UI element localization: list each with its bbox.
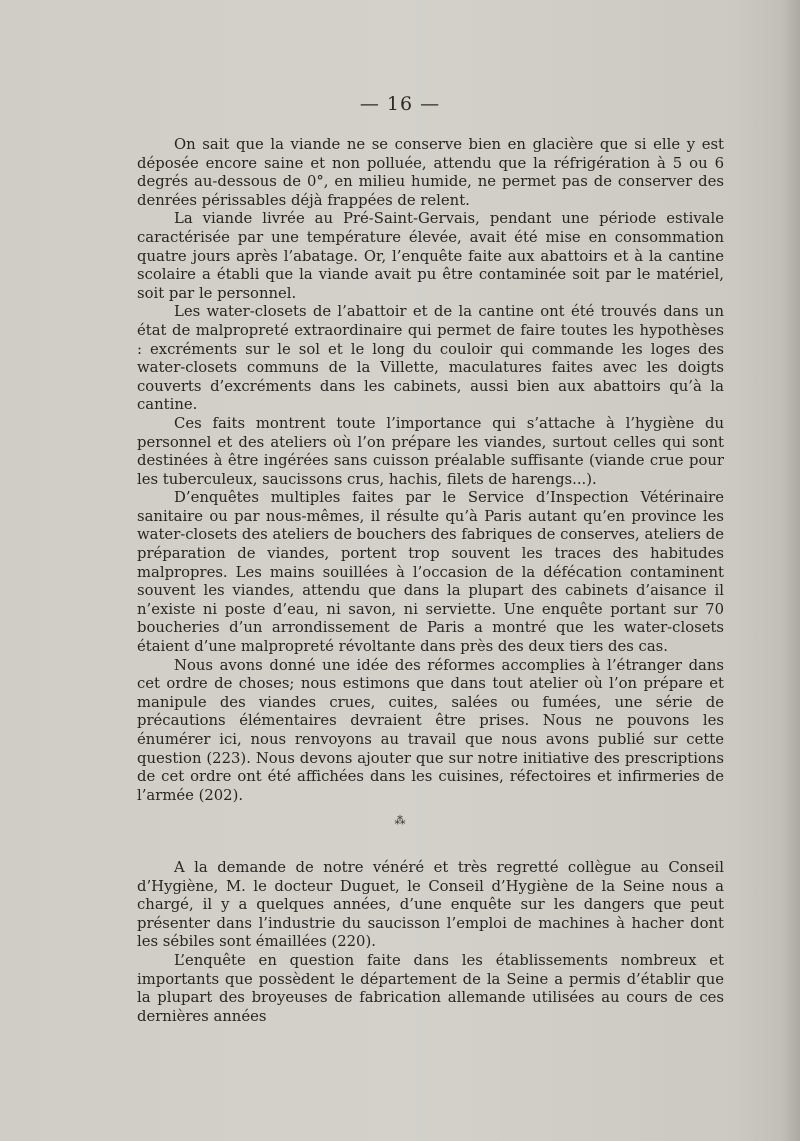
body-text-upper (137, 136, 724, 805)
paragraph: La viande livrée au Pré-Saint-Gervais, pendant une période estivale caractérisée par une température élevée, avait été mise en consommation quatre jours après l’abatage. Or, l’enquête faite aux abattoirs et à la cantine scolaire a établi que la viande avait pu être contaminée soit par le matériel, soit par le personnel. (137, 210, 724, 302)
paragraph: D’enquêtes multiples faites par le Service d’Inspection Vétérinaire sanitaire ou par nous-mêmes, il résulte qu’à Paris autant qu’en province les water-closets des ateliers de bouchers des fabriques de conserves, ateliers de préparation de viandes, portent trop souvent les traces des habitudes malpropres. Les mains souillées à l’occasion de la défécation contaminent souvent les viandes, attendu que dans la plupart des cabinets d’aisance il n’existe ni poste d’eau, ni savon, ni serviette. Une enquête portant sur 70 boucheries d’un arrondissement de Paris a montré que les water-closets étaient d’une malpropreté révoltante dans près des deux tiers des cas. (137, 489, 724, 656)
paragraph: A la demande de notre vénéré et très regretté collègue au Conseil d’Hygiène, M. le docteur Duguet, le Conseil d’Hygiène de la Seine nous a chargé, il y a quelques années, d’une enquête sur les dangers que peut présenter dans l’industrie du saucisson l’emploi de machines à hacher dont les sébiles sont émaillées (220). (137, 859, 724, 951)
paragraph: Ces faits montrent toute l’importance qui s’attache à l’hygiène du personnel et des ateliers où l’on prépare les viandes, surtout celles qui sont destinées à être ingérées sans cuisson préalable suffisante (viande crue pour les tuberculeux, saucissons crus, hachis, filets de harengs...). (137, 414, 724, 488)
page-number: — 16 — (359, 93, 441, 115)
paragraph: Les water-closets de l’abattoir et de la cantine ont été trouvés dans un état de malpropreté extraordinaire qui permet de faire toutes les hypothèses : excréments sur le sol et le long du couloir qui commande les loges des water-closets communs de la Villette, maculatures faites avec les doigts couverts d’excréments dans les cabinets, aussi bien aux abattoirs qu’à la cantine. (137, 303, 724, 414)
paragraph: L’enquête en question faite dans les établissements nombreux et importants que possèdent le département de la Seine a permis d’établir que la plupart des broyeuses de fabrication allemande utilisées au cours de ces dernières années (137, 951, 724, 1025)
page-edge-shadow (782, 0, 800, 1141)
paragraph: On sait que la viande ne se conserve bien en glacière que si elle y est déposée encore saine et non polluée, attendu que la réfrigération à 5 ou 6 degrés au-dessous de 0°, en milieu humide, ne permet pas de conserver des denrées périssables déjà frappées de relent. (137, 136, 724, 209)
asterism-separator: ⁂ (394, 814, 406, 827)
paragraph: Nous avons donné une idée des réformes accomplies à l’étranger dans cet ordre de choses; nous estimons que dans tout atelier où l’on prépare et manipule des viandes crues, cuites, salées ou fumées, une série de précautions élémentaires devraient être prises. Nous ne pouvons les énumérer ici, nous renvoyons au travail que nous avons publié sur cette question (223). Nous devons ajouter que sur notre initiative des prescriptions de cet ordre ont été affichées dans les cuisines, réfectoires et infirmeries de l’armée (202). (137, 656, 724, 804)
body-text-lower (137, 859, 724, 1026)
